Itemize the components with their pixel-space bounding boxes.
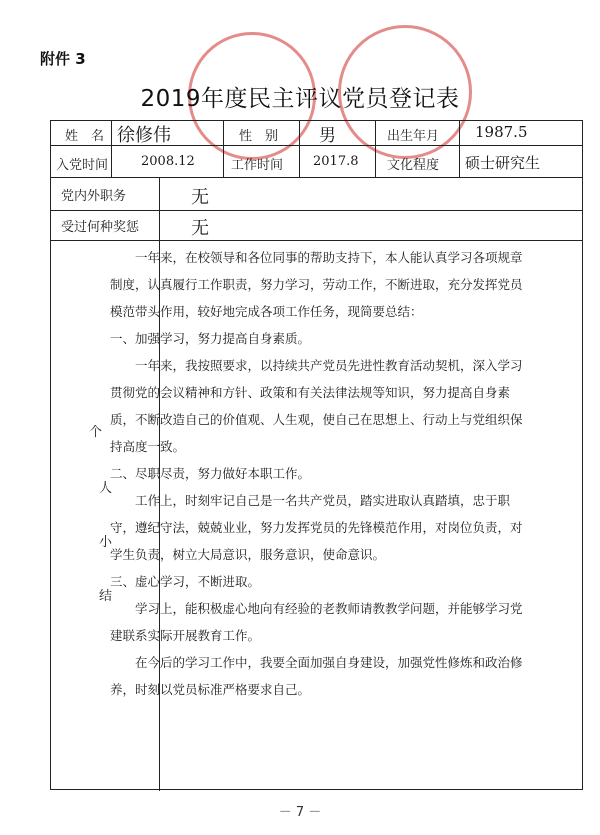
form-title: 2019年度民主评议党员登记表 — [140, 86, 460, 112]
summary-section-3-title: 三、虚心学习，不断进取。 — [110, 574, 261, 589]
summary-section-1-body: 一年来，我按照要求，以持续共产党员先进性教育活动契机，深入学习贯彻党的会议精神和方针、政策和有关法律法规等知识，努力提高自身素质，不断改造自己的价值观、人生观，使自己在思想上、行动上与党组织保持高度一致。 — [110, 358, 523, 454]
page-number: － 7 － — [278, 805, 322, 820]
join-party-value: 2008.12 — [141, 154, 195, 169]
summary-section-2-body: 工作上，时刻牢记自己是一名共产党员，踏实进取认真踏填，忠于职守，遵纪守法，兢兢业业，努力发挥党员的先锋模范作用，对岗位负责，对学生负责，树立大局意识，服务意识，使命意识。 — [110, 493, 523, 562]
education-value: 硕士研究生 — [465, 154, 541, 172]
party-post-label: 党内外职务 — [61, 189, 127, 204]
awards-value: 无 — [191, 218, 209, 239]
summary-section-3-body: 学习上，能积极虚心地向有经验的老教师请教教学问题，并能够学习党建联系实际开展教育工作。 — [110, 601, 523, 643]
education-label: 文化程度 — [387, 158, 440, 173]
summary-section-1-title: 一、加强学习，努力提高自身素质。 — [110, 331, 311, 346]
party-post-value: 无 — [191, 187, 209, 208]
summary-label-char-1: 个 — [89, 425, 103, 440]
awards-label: 受过何种奖惩 — [61, 220, 140, 235]
birth-label: 出生年月 — [387, 129, 440, 144]
summary-closing: 在今后的学习工作中，我要全面加强自身建设，加强党性修炼和政治修养，时刻以党员标准严格要求自己。 — [110, 655, 523, 697]
name-value: 徐修伟 — [117, 125, 171, 146]
summary-label-char-2: 人 — [99, 481, 113, 496]
join-party-label: 入党时间 — [56, 158, 109, 173]
summary-intro: 一年来，在校领导和各位同事的帮助支持下，本人能认真学习各项规章制度，认真履行工作职责，努力学习，劳动工作，不断进取，充分发挥党员模范带头作用，较好地完成各项工作任务，现简要总结： — [110, 250, 523, 319]
birth-value: 1987.5 — [475, 123, 528, 141]
summary-label-char-4: 结 — [99, 589, 113, 604]
personal-summary — [110, 244, 524, 703]
gender-label: 性 别 — [239, 129, 279, 144]
attachment-label: 附件 3 — [40, 50, 86, 68]
work-start-value: 2017.8 — [313, 154, 359, 169]
work-start-label: 工作时间 — [231, 158, 284, 173]
summary-section-2-title: 二、尽职尽责，努力做好本职工作。 — [110, 466, 311, 481]
summary-label-char-3: 小 — [99, 535, 113, 550]
gender-value: 男 — [319, 126, 336, 146]
name-label: 姓 名 — [65, 129, 105, 144]
